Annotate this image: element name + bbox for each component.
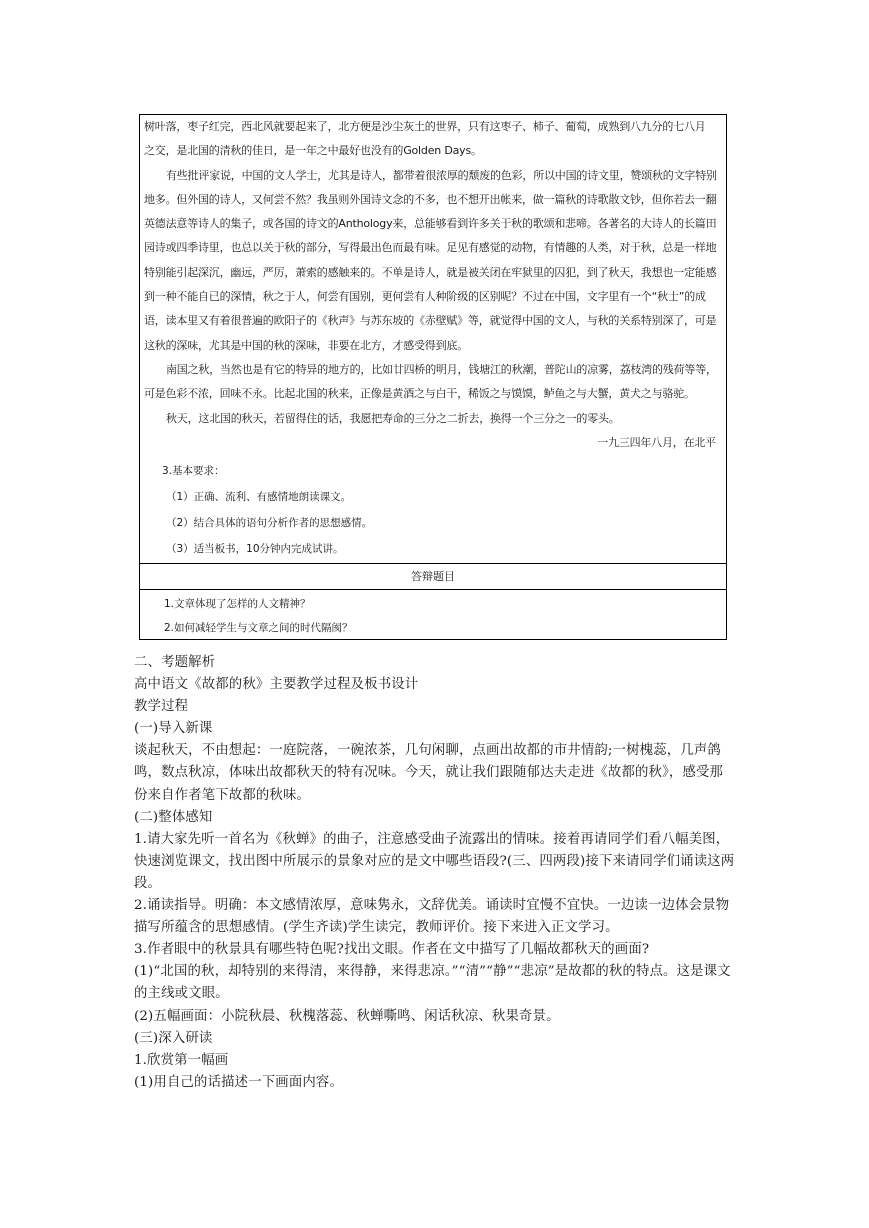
step-text: (1)用自己的话描述一下画面内容。 xyxy=(134,1074,343,1090)
requirements-title: 3.基本要求： xyxy=(162,465,225,477)
process-heading: 教学过程 xyxy=(134,699,189,715)
passage-paragraph: 南国之秋，当然也是有它的特异的地方的，比如廿四桥的明月，钱塘江的秋潮，普陀山的凉雾，荔枝湾的残荷等等，可是色彩不浓，回味不永。比起北国的秋来，正像是黄酒之与白干，稀饭之与馍馍，鲈鱼之与大蟹，黄犬之与骆驼。 xyxy=(144,362,717,401)
defense-question: 1.文章体现了怎样的人文精神？ xyxy=(164,598,311,610)
requirement-item: （1）正确、流利、有感情地朗读课文。 xyxy=(166,491,352,503)
step-heading: (一)导入新课 xyxy=(134,721,213,737)
passage-text xyxy=(144,115,720,455)
step-text: 1.欣赏第一幅画 xyxy=(134,1052,229,1068)
document-title: 高中语文《故都的秋》主要教学过程及板书设计 xyxy=(134,677,419,693)
step-text: 谈起秋天，不由想起：一庭院落，一碗浓茶，几句闲聊，点画出故都的市井情韵;一树槐蕊，几声鸽鸣，数点秋凉，体味出故都秋天的特有况味。今天，就让我们跟随郁达夫走进《故都的秋》，感受那份来自作者笔下故都的秋味。 xyxy=(134,743,724,803)
exam-material-box xyxy=(139,114,727,640)
step-text: 2.诵读指导。明确：本文感情浓厚，意味隽永，文辞优美。诵读时宜慢不宜快。一边读一边体会景物描写所蕴含的思想感情。(学生齐读)学生读完，教师评价。接下来进入正文学习。 xyxy=(134,898,730,936)
requirement-item: （3）适当板书，10分钟内完成试讲。 xyxy=(166,543,344,555)
step-text: 1.请大家先听一首名为《秋蝉》的曲子，注意感受曲子流露出的情味。接着再请同学们看八幅美图，快速浏览课文，找出图中所展示的景象对应的是文中哪些语段?(三、四两段)接下来请同学们诵读这两段。 xyxy=(134,831,735,891)
defense-question: 2.如何减轻学生与文章之间的时代隔阂？ xyxy=(164,622,353,634)
passage-line: 之交，是北国的清秋的佳日，是一年之中最好也没有的Golden Days。 xyxy=(144,144,482,158)
section-heading: 二、考题解析 xyxy=(134,655,216,670)
defense-title: 答辩题目 xyxy=(411,570,455,583)
step-text: (2)五幅画面：小院秋晨、秋槐落蕊、秋蝉嘶鸣、闲话秋凉、秋果奇景。 xyxy=(134,1008,560,1024)
requirement-item: （2）结合具体的语句分析作者的思想感情。 xyxy=(166,517,373,529)
analysis-section xyxy=(134,652,736,1094)
passage-paragraph: 秋天，这北国的秋天，若留得住的话，我愿把寿命的三分之二折去，换得一个三分之一的零头。 xyxy=(166,411,620,425)
step-heading: (三)深入研读 xyxy=(134,1030,213,1046)
passage-line: 树叶落，枣子红完，西北风就要起来了，北方便是沙尘灰土的世界，只有这枣子、柿子、葡萄，成熟到八九分的七八月 xyxy=(144,120,706,133)
passage-paragraph: 有些批评家说，中国的文人学士，尤其是诗人，都带着很浓厚的颓废的色彩，所以中国的诗文里，赞颂秋的文字特别地多。但外国的诗人，又何尝不然？我虽则外国诗文念的不多，也不想开出帐来，做一篇秋的诗歌散文钞，但你若去一翻英德法意等诗人的集子，或各国的诗文的Anthology来，总能够看到许多关于秋的歌颂和悲啼。各著名的大诗人的长篇田园诗或四季诗里，也总以关于秋的部分，写得最出色而最有味。足见有感觉的动物，有情趣的人类，对于秋，总是一样地特别能引起深沉，幽远，严厉，萧索的感触来的。不单是诗人，就是被关闭在牢狱里的囚犯，到了秋天，我想也一定能感到一种不能自已的深情，秋之于人，何尝有国别，更何尝有人种阶级的区别呢？不过在中国，文字里有一个“秋士”的成语，读本里又有着很普遍的欧阳子的《秋声》与苏东坡的《赤壁赋》等，就觉得中国的文人，与秋的关系特别深了，可是这秋的深味，尤其是中国的秋的深味，非要在北方，才感受得到底。 xyxy=(144,168,717,352)
table-divider xyxy=(140,563,726,564)
step-heading: (二)整体感知 xyxy=(134,809,213,825)
table-divider xyxy=(140,589,726,590)
step-text: 3.作者眼中的秋景具有哪些特色呢?找出文眼。作者在文中描写了几幅故都秋天的画面? xyxy=(134,942,650,958)
passage-signature: 一九三四年八月，在北平 xyxy=(597,435,716,449)
step-text: (1)“北国的秋，却特别的来得清，来得静，来得悲凉。”“清”“静”“悲凉”是故都的秋的特点。这是课文的主线或文眼。 xyxy=(134,964,731,1002)
